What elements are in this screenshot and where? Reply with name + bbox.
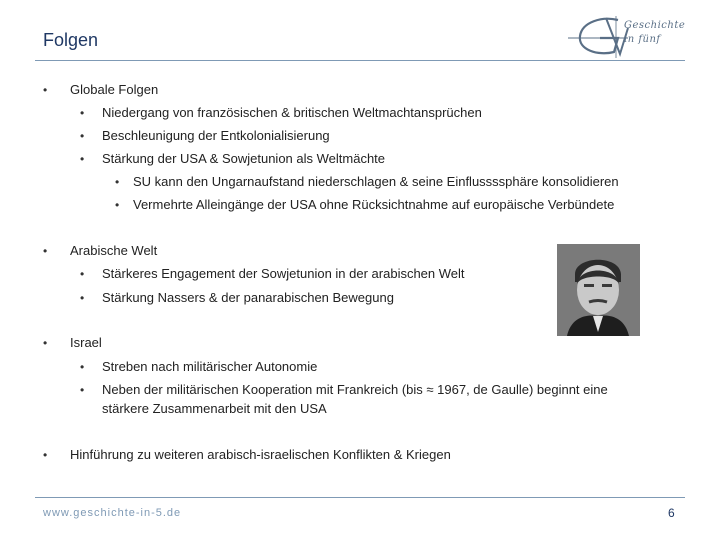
list-item: Stärkung Nassers & der panarabischen Bewegung bbox=[102, 290, 394, 305]
bullet-icon: • bbox=[115, 198, 120, 212]
list-item: Niedergang von französischen & britischen Weltmachtansprüchen bbox=[102, 105, 482, 120]
list-item: Beschleunigung der Entkolonialisierung bbox=[102, 128, 330, 143]
list-item: Streben nach militärischer Autonomie bbox=[102, 359, 318, 374]
list-subitem: Vermehrte Alleingänge der USA ohne Rücksichtnahme auf europäische Verbündete bbox=[133, 197, 615, 212]
bullet-icon: • bbox=[80, 129, 85, 143]
bullet-icon: • bbox=[43, 336, 48, 350]
footer-url: www.geschichte-in-5.de bbox=[43, 507, 182, 519]
list-subitem: SU kann den Ungarnaufstand niederschlagen & seine Einflussssphäre konsolidieren bbox=[133, 174, 619, 189]
bullet-icon: • bbox=[115, 175, 120, 189]
page-number: 6 bbox=[668, 506, 675, 520]
bullet-icon: • bbox=[43, 244, 48, 258]
logo-line-1: Geschichte bbox=[624, 20, 686, 31]
section-heading: Globale Folgen bbox=[70, 82, 159, 97]
bullet-icon: • bbox=[80, 152, 85, 166]
portrait-photo bbox=[557, 244, 640, 336]
bullet-icon: • bbox=[80, 106, 85, 120]
list-item: Stärkeres Engagement der Sowjetunion in der arabischen Welt bbox=[102, 266, 465, 281]
list-item: Stärkung der USA & Sowjetunion als Weltmächte bbox=[102, 151, 386, 166]
bullet-icon: • bbox=[43, 83, 48, 97]
bullet-icon: • bbox=[80, 267, 85, 281]
bullet-icon: • bbox=[80, 360, 85, 374]
section-heading: Israel bbox=[70, 335, 102, 350]
list-item: Neben der militärischen Kooperation mit Frankreich (bis ≈ 1967, de Gaulle) beginnt eine bbox=[102, 382, 608, 397]
section-heading: Hinführung zu weiteren arabisch-israelischen Konflikten & Kriegen bbox=[70, 447, 451, 462]
section-heading: Arabische Welt bbox=[70, 243, 158, 258]
portrait-icon bbox=[557, 244, 640, 336]
bullet-icon: • bbox=[80, 291, 85, 305]
footer-divider bbox=[35, 497, 685, 498]
list-item-continuation: stärkere Zusammenarbeit mit den USA bbox=[102, 401, 327, 416]
slide-title: Folgen bbox=[43, 30, 99, 50]
logo-line-2: in fünf bbox=[624, 34, 661, 45]
bullet-icon: • bbox=[43, 448, 48, 462]
bullet-icon: • bbox=[80, 383, 85, 397]
